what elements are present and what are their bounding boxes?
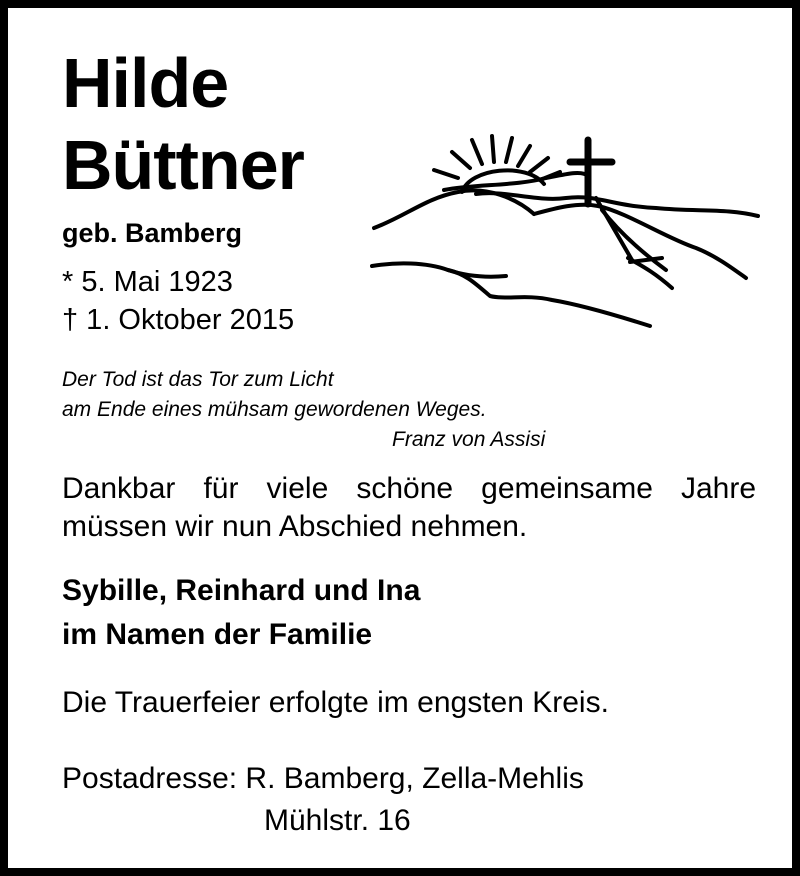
quote-line-2: am Ende eines mühsam gewordenen Weges. — [62, 398, 487, 421]
quote-author: Franz von Assisi — [392, 428, 546, 451]
postal-address-line-1: Postadresse: R. Bamberg, Zella-Mehlis — [62, 762, 584, 795]
deceased-first-name: Hilde — [62, 44, 229, 122]
sunrise-hills-cross-icon — [366, 128, 762, 338]
birth-name: geb. Bamberg — [62, 218, 243, 248]
death-date: † 1. Oktober 2015 — [62, 304, 295, 336]
family-signature: im Namen der Familie — [62, 618, 373, 651]
deceased-last-name: Büttner — [62, 126, 304, 204]
funeral-notice: Die Trauerfeier erfolgte im engsten Kreis. — [62, 686, 609, 719]
postal-address-line-2: Mühlstr. 16 — [264, 804, 411, 837]
thanks-line-2: müssen wir nun Abschied nehmen. — [62, 510, 528, 543]
birth-date: * 5. Mai 1923 — [62, 266, 233, 298]
quote-line-1: Der Tod ist das Tor zum Licht — [62, 368, 334, 391]
family-names: Sybille, Reinhard und Ina — [62, 574, 421, 607]
thanks-line-1: Dankbar für viele schöne gemeinsame Jahre — [62, 472, 756, 505]
